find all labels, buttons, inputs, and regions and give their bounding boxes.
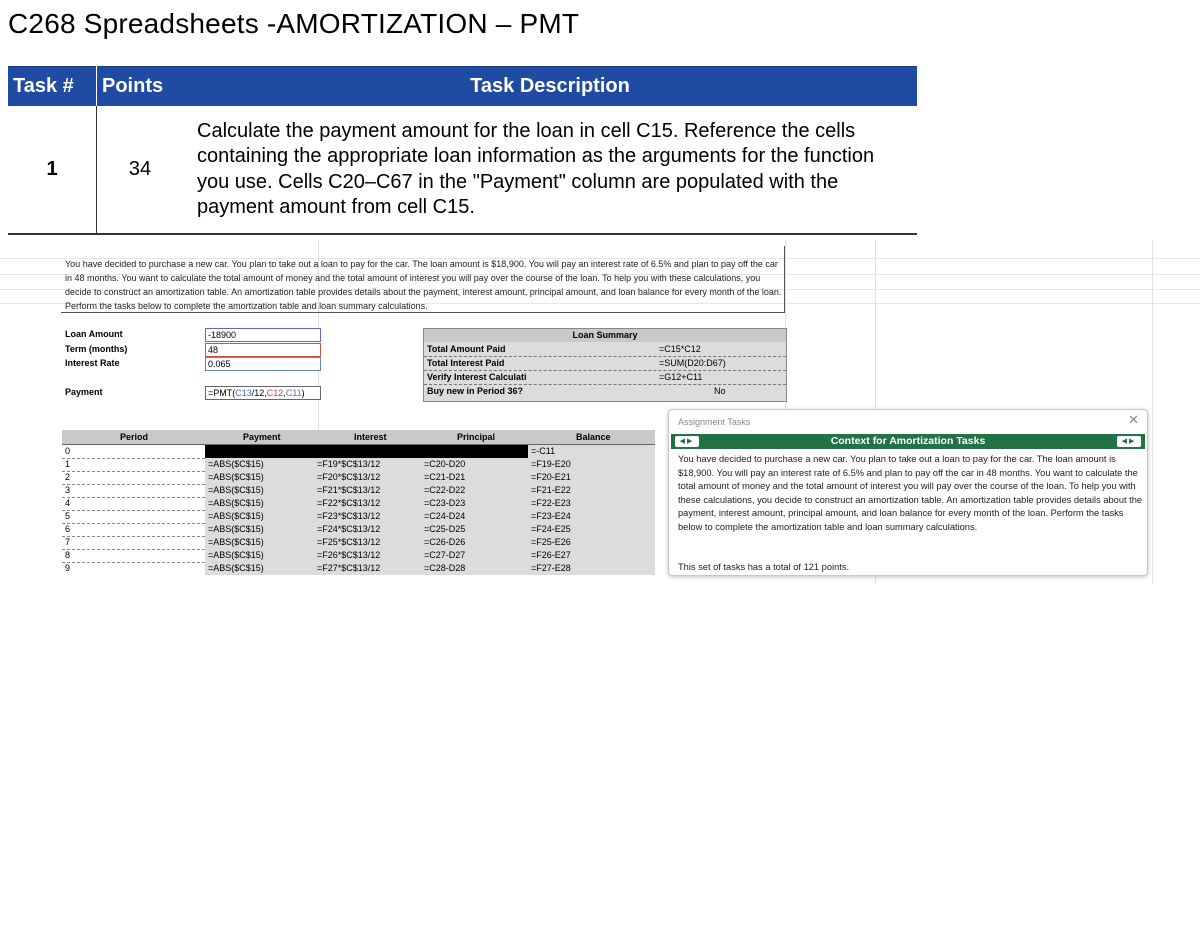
page-title: C268 Spreadsheets -AMORTIZATION – PMT — [8, 8, 580, 39]
table-row[interactable] — [62, 536, 655, 550]
formula-sep1: /12, — [251, 388, 267, 398]
cell-balance: =F19-E20 — [531, 459, 571, 469]
table-row[interactable] — [62, 497, 655, 511]
summary-row[interactable] — [424, 342, 786, 357]
cell-payment: =ABS($C$15) — [208, 511, 264, 521]
header-balance: Balance — [576, 432, 611, 442]
summary-value: =SUM(D20:D67) — [659, 358, 726, 368]
cell-principal: =C25-D25 — [424, 524, 466, 534]
header-task-number: Task # — [8, 67, 97, 107]
cell-payment: =ABS($C$15) — [208, 563, 264, 573]
cell-principal: =C27-D27 — [424, 550, 466, 560]
cell-principal: =C20-D20 — [424, 459, 466, 469]
task-table — [8, 66, 917, 235]
summary-row[interactable] — [424, 370, 786, 385]
cell-payment: =ABS($C$15) — [208, 537, 264, 547]
loan-summary — [423, 342, 787, 402]
pane-heading-bar — [671, 434, 1145, 449]
cell-principal: =C23-D23 — [424, 498, 466, 508]
cell-balance: =F25-E26 — [531, 537, 571, 547]
cell-principal: =C28-D28 — [424, 563, 466, 573]
pane-heading: Context for Amortization Tasks — [830, 435, 986, 447]
table-row[interactable] — [62, 562, 655, 575]
task-number: 1 — [8, 106, 97, 234]
summary-label: Verify Interest Calculati — [427, 372, 527, 382]
summary-label: Total Amount Paid — [427, 344, 506, 354]
payment-formula-cell[interactable] — [205, 386, 321, 400]
amortization-table — [62, 445, 655, 583]
cell-period: 2 — [65, 472, 71, 482]
cell-balance: =F21-E22 — [531, 485, 571, 495]
cell-interest: =F26*$C$13/12 — [317, 550, 381, 560]
spreadsheet-screenshot — [0, 240, 1200, 583]
formula-ref-amount: C11 — [285, 388, 302, 398]
pane-context-text: You have decided to purchase a new car. You plan to take out a loan to pay for the car. The loan amount is $18,900. You will pay an interest rate of 6.5% and plan to pay off the car in 48 months. You want to calculate the total amount of money and the total amount of interest you will pay over the course of the loan. To help you with these calculations, you decide to construct an amortization table. An amortization table provides details about the payment, interest amount, principal amount, and loan balance for every month of the loan. Perform the tasks below to complete the amortization table and loan summary calculations. — [678, 454, 1143, 532]
prev-next-nav-left[interactable]: ◀▶ — [675, 436, 699, 447]
formula-sep2: , — [283, 388, 286, 398]
table-row[interactable] — [62, 484, 655, 498]
header-task-description: Task Description — [183, 67, 917, 107]
summary-row[interactable] — [424, 384, 786, 398]
assignment-tasks-pane — [668, 409, 1148, 576]
task-table-header — [8, 67, 917, 107]
formula-ref-term: C12 — [266, 388, 284, 398]
pane-title: Assignment Tasks — [678, 417, 751, 427]
summary-label: Buy new in Period 36? — [427, 386, 524, 396]
amortization-header — [62, 430, 655, 445]
cell-balance: =F22-E23 — [531, 498, 571, 508]
cell-period: 4 — [65, 498, 71, 508]
close-icon[interactable]: ✕ — [1128, 412, 1139, 427]
cell-period: 7 — [65, 537, 71, 547]
intro-text: You have decided to purchase a new car. You plan to take out a loan to pay for the car. The loan amount is $18,900. You will pay an interest rate of 6.5% and plan to pay off the car in 48 months. You want to calculate the total amount of money and the total amount of interest you will pay over the course of the loan. To help you with these calculations, you decide to construct an amortization table. An amortization table provides details about the payment, interest amount, principal amount, and loan balance for every month of the loan. Perform the tasks below to complete the amortization table and loan summary calculations. — [65, 259, 782, 311]
cell-interest: =F19*$C$13/12 — [317, 459, 381, 469]
cell-payment: =ABS($C$15) — [208, 550, 264, 560]
table-row[interactable] — [62, 523, 655, 537]
cell-payment: =ABS($C$15) — [208, 498, 264, 508]
cell-period: 8 — [65, 550, 71, 560]
cell-balance: =F26-E27 — [531, 550, 571, 560]
cell-period: 9 — [65, 563, 71, 573]
header-interest: Interest — [354, 432, 387, 442]
cell-payment: =ABS($C$15) — [208, 524, 264, 534]
summary-value: =C15*C12 — [659, 344, 701, 354]
task-points: 34 — [97, 106, 184, 234]
cell-payment: =ABS($C$15) — [208, 472, 264, 482]
header-period: Period — [120, 432, 149, 442]
cell-interest: =F25*$C$13/12 — [317, 537, 381, 547]
cell-period: 5 — [65, 511, 71, 521]
cell-interest: =F24*$C$13/12 — [317, 524, 381, 534]
cell-interest: =F20*$C$13/12 — [317, 472, 381, 482]
payment-label: Payment — [65, 387, 103, 397]
cell-principal: =C24-D24 — [424, 511, 466, 521]
table-row[interactable] — [62, 549, 655, 563]
cell-period: 3 — [65, 485, 71, 495]
formula-ref-rate: C13 — [235, 388, 252, 398]
interest-rate-label: Interest Rate — [65, 358, 120, 368]
header-principal: Principal — [457, 432, 496, 442]
header-points: Points — [97, 67, 184, 107]
cell-balance: =F24-E25 — [531, 524, 571, 534]
table-row[interactable] — [62, 458, 655, 472]
cell-period: 0 — [65, 446, 71, 456]
cell-balance: =-C11 — [531, 446, 556, 456]
loan-amount-label: Loan Amount — [65, 329, 123, 339]
interest-rate-cell[interactable]: 0.065 — [205, 357, 321, 371]
task-row — [8, 106, 917, 234]
cell-balance: =F27-E28 — [531, 563, 571, 573]
term-label: Term (months) — [65, 344, 128, 354]
table-row[interactable] — [62, 510, 655, 524]
pane-points-note: This set of tasks has a total of 121 points. — [678, 562, 850, 572]
summary-value: =G12+C11 — [659, 372, 703, 382]
summary-label: Total Interest Paid — [427, 358, 505, 368]
summary-row[interactable] — [424, 356, 786, 371]
prev-next-nav-right[interactable]: ◀▶ — [1117, 436, 1141, 447]
cell-period: 6 — [65, 524, 71, 534]
cell-period: 1 — [65, 459, 71, 469]
cell-balance: =F20-E21 — [531, 472, 571, 482]
loan-amount-cell[interactable]: -18900 — [205, 328, 321, 342]
cell-payment: =ABS($C$15) — [208, 459, 264, 469]
table-row[interactable] — [62, 445, 655, 459]
loan-summary-title: Loan Summary — [423, 328, 787, 343]
task-description: Calculate the payment amount for the loan in cell C15. Reference the cells containing the appropriate loan information as the arguments for the function you use. Cells C20–C67 in the "Payment" column are populated with the payment amount from cell C15. — [183, 106, 917, 234]
cell-payment: =ABS($C$15) — [208, 485, 264, 495]
cell-interest: =F27*$C$13/12 — [317, 563, 381, 573]
cell-principal: =C22-D22 — [424, 485, 466, 495]
cell-interest: =F21*$C$13/12 — [317, 485, 381, 495]
formula-suffix: ) — [301, 388, 305, 398]
cell-interest: =F22*$C$13/12 — [317, 498, 381, 508]
cell-balance: =F23-E24 — [531, 511, 571, 521]
cell-principal: =C21-D21 — [424, 472, 466, 482]
summary-value: No — [714, 386, 726, 396]
cell-principal: =C26-D26 — [424, 537, 466, 547]
header-payment: Payment — [243, 432, 281, 442]
table-row[interactable] — [62, 471, 655, 485]
cell-interest: =F23*$C$13/12 — [317, 511, 381, 521]
redaction-bar — [205, 445, 528, 458]
term-cell[interactable]: 48 — [205, 343, 321, 357]
formula-prefix: =PMT( — [208, 388, 236, 398]
